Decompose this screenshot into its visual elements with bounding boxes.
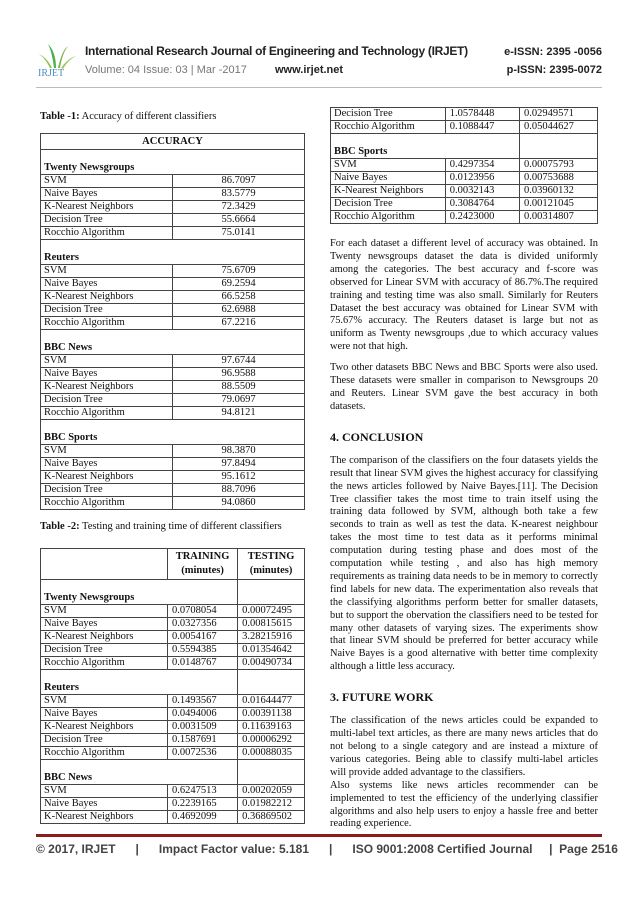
accuracy-value: 75.6709 (173, 265, 305, 278)
group-title: Twenty Newsgroups (41, 150, 305, 175)
table-row (41, 175, 305, 188)
accuracy-value: 75.0141 (173, 227, 305, 240)
blank-cell (520, 134, 598, 159)
table-row (41, 484, 305, 497)
table-row (41, 734, 305, 747)
classifier-name: SVM (331, 159, 446, 172)
accuracy-value: 97.6744 (173, 355, 305, 368)
classifier-name: Decision Tree (331, 108, 446, 121)
classifier-name: Naive Bayes (41, 618, 168, 631)
table-row (331, 108, 598, 121)
table-row (331, 185, 598, 198)
future-work-paragraph: The classification of the news articles could be expanded to multi-label text articles, as there are many news articles that do not belong to a single category and are instead a mixture of various categories. Being able to classify multi-label articles will provide added advantage to the classifiers. (330, 715, 598, 778)
training-time: 0.2423000 (445, 211, 519, 224)
classifier-name: Naive Bayes (41, 798, 168, 811)
conclusion-paragraph: The comparison of the classifiers on the four datasets yields the result that linear SVM gives the highest accuracy for classifying the news articles followed by Naive Bayes.[11]. The Decision Tree classifier takes the most time to train itself using the training data followed by SVM, although both take a few seconds to train as well as test the data. K-nearest neighbour takes the most time to test data as it performs minimal computation during testing phase and does most of the computation while testing , and also has high memory requirements as training data needs to be in memory to correctly find labels for new data. The experimentation also reveals that the classifying algorithms perform better for smaller datasets, but to support the obervation the classifiers need to be tested for many other datasets of varying sizes. The experiments show that linear SVM should be preferred for better accuracy while Naive Bayes is a good alternative with better time complexity although a little less accuracy. (330, 454, 598, 673)
header-divider (36, 87, 602, 88)
testing-time: 0.00072495 (238, 605, 305, 618)
table-row (41, 304, 305, 317)
blank-cell (238, 760, 305, 785)
classifier-name: SVM (41, 355, 173, 368)
table-row (41, 708, 305, 721)
accuracy-value: 96.9588 (173, 368, 305, 381)
classifier-name: SVM (41, 695, 168, 708)
classifier-name: K-Nearest Neighbors (41, 381, 173, 394)
classifier-name: SVM (41, 785, 168, 798)
accuracy-value: 79.0697 (173, 394, 305, 407)
classifier-name: Rocchio Algorithm (41, 657, 168, 670)
header-row-2 (85, 64, 602, 76)
accuracy-value: 88.7096 (173, 484, 305, 497)
table-row (331, 172, 598, 185)
testing-time: 0.00753688 (520, 172, 598, 185)
testing-time: 0.00391138 (238, 708, 305, 721)
training-time: 0.5594385 (168, 644, 238, 657)
table-row (331, 198, 598, 211)
table-row (41, 381, 305, 394)
testing-time: 0.11639163 (238, 721, 305, 734)
classifier-name: Decision Tree (41, 484, 173, 497)
group-row (41, 240, 305, 265)
table-row (41, 201, 305, 214)
testing-time: 0.00490734 (238, 657, 305, 670)
group-title: Twenty Newsgroups (41, 580, 238, 605)
group-row (41, 420, 305, 445)
testing-time: 0.01354642 (238, 644, 305, 657)
classifier-name: Naive Bayes (41, 708, 168, 721)
training-time: 0.0494006 (168, 708, 238, 721)
timing-table (40, 548, 305, 824)
testing-time: 0.02949571 (520, 108, 598, 121)
table-row (41, 227, 305, 240)
group-title: BBC News (41, 760, 238, 785)
table-row (331, 211, 598, 224)
training-time: 0.1493567 (168, 695, 238, 708)
classifier-name: SVM (41, 265, 173, 278)
accuracy-value: 72.3429 (173, 201, 305, 214)
table-row (41, 644, 305, 657)
table-row (41, 355, 305, 368)
group-row (41, 760, 305, 785)
group-row (41, 580, 305, 605)
classifier-name: K-Nearest Neighbors (41, 721, 168, 734)
classifier-name: Rocchio Algorithm (331, 121, 446, 134)
training-time: 0.0032143 (445, 185, 519, 198)
testing-time: 0.03960132 (520, 185, 598, 198)
classifier-name: SVM (41, 175, 173, 188)
table-row (41, 798, 305, 811)
accuracy-value: 67.2216 (173, 317, 305, 330)
website-link[interactable]: www.irjet.net (275, 64, 344, 76)
table-row (41, 497, 305, 510)
testing-time: 0.00314807 (520, 211, 598, 224)
testing-time: 0.00006292 (238, 734, 305, 747)
training-time: 0.1587691 (168, 734, 238, 747)
footer: © 2017, IRJET | Impact Factor value: 5.181 | ISO 9001:2008 Certified Journal | Page 2516 (36, 842, 618, 856)
training-time: 0.6247513 (168, 785, 238, 798)
classifier-name: Decision Tree (331, 198, 446, 211)
table-row (41, 407, 305, 420)
group-row (331, 134, 598, 159)
accuracy-value: 62.6988 (173, 304, 305, 317)
testing-time: 0.00815615 (238, 618, 305, 631)
testing-time: 0.00202059 (238, 785, 305, 798)
table2-caption: Table -2: Testing and training time of different classifiers (40, 521, 282, 532)
classifier-name: SVM (41, 605, 168, 618)
timing-table-continued (330, 107, 598, 224)
accuracy-value: 88.5509 (173, 381, 305, 394)
testing-header: TESTING (minutes) (238, 549, 305, 580)
training-time: 0.0708054 (168, 605, 238, 618)
table1-caption: Table -1: Accuracy of different classifiers (40, 111, 217, 122)
classifier-name: K-Nearest Neighbors (41, 471, 173, 484)
classifier-name: K-Nearest Neighbors (41, 811, 168, 824)
classifier-name: Rocchio Algorithm (41, 227, 173, 240)
table-row (41, 278, 305, 291)
eissn: e-ISSN: 2395 -0056 (504, 46, 602, 58)
table-header-row (41, 549, 305, 580)
table-row (41, 695, 305, 708)
training-time: 0.4692099 (168, 811, 238, 824)
classifier-name: Naive Bayes (41, 188, 173, 201)
group-row (41, 670, 305, 695)
table-header-row (41, 134, 305, 150)
group-row (41, 150, 305, 175)
classifier-name: K-Nearest Neighbors (41, 631, 168, 644)
classifier-name: K-Nearest Neighbors (41, 201, 173, 214)
pissn: p-ISSN: 2395-0072 (506, 64, 602, 76)
group-title: Reuters (41, 240, 305, 265)
results-paragraph: For each dataset a different level of accuracy was obtained. In Twenty newsgroups dataset the data is divided uniformly among the categories. The best accuracy and f-score was observed for Linear SVM with accuracy of 86.7%.The required training and testing time was also small. Similarly for Reuters Dataset the best accuracy was obtained for Linear SVM with 75.67% accuracy. The Reuters dataset is large but not as uniform as Twenty newsgroups ,due to which accuracy values were not that high. (330, 238, 598, 353)
classifier-name: K-Nearest Neighbors (41, 291, 173, 304)
group-title: BBC Sports (41, 420, 305, 445)
group-title: Reuters (41, 670, 238, 695)
group-title: BBC Sports (331, 134, 520, 159)
table-row (331, 159, 598, 172)
classifier-name: Rocchio Algorithm (41, 317, 173, 330)
classifier-name: Decision Tree (41, 644, 168, 657)
training-time: 0.0123956 (445, 172, 519, 185)
classifier-name: Rocchio Algorithm (41, 497, 173, 510)
future-work-paragraph-2: Also systems like news articles recommender can be implemented to test the efficiency of the underlying classifier algorithms and also help users to enjoy a hassle free and better reading experience. (330, 779, 598, 830)
logo-text: IRJET (38, 68, 65, 79)
testing-time: 0.05044627 (520, 121, 598, 134)
training-time: 1.0578448 (445, 108, 519, 121)
training-header: TRAINING (minutes) (168, 549, 238, 580)
header-row-1 (85, 44, 602, 58)
table-row (41, 631, 305, 644)
training-time: 0.4297354 (445, 159, 519, 172)
testing-time: 0.00075793 (520, 159, 598, 172)
datasets-paragraph: Two other datasets BBC News and BBC Sports were also used. These datasets were smaller in comparison to Newsgroups 20 and Reuters. Linear SVM gave the best accuracy in both datasets. (330, 362, 598, 412)
right-column-text (330, 238, 598, 839)
accuracy-value: 66.5258 (173, 291, 305, 304)
training-time: 0.1088447 (445, 121, 519, 134)
table-row (41, 265, 305, 278)
accuracy-value: 98.3870 (173, 445, 305, 458)
classifier-name: Naive Bayes (41, 368, 173, 381)
table-row (41, 458, 305, 471)
accuracy-value: 83.5779 (173, 188, 305, 201)
classifier-name: SVM (41, 445, 173, 458)
blank-cell (238, 670, 305, 695)
accuracy-value: 97.8494 (173, 458, 305, 471)
volume-info: Volume: 04 Issue: 03 | Mar -2017 (85, 64, 247, 76)
testing-time: 0.01982212 (238, 798, 305, 811)
conclusion-heading: 4. CONCLUSION (330, 429, 424, 444)
testing-time: 0.00121045 (520, 198, 598, 211)
accuracy-value: 86.7097 (173, 175, 305, 188)
header-blank (41, 549, 168, 580)
testing-time: 3.28215916 (238, 631, 305, 644)
training-time: 0.0031509 (168, 721, 238, 734)
group-row (41, 330, 305, 355)
training-time: 0.0327356 (168, 618, 238, 631)
table-row (41, 747, 305, 760)
accuracy-value: 94.0860 (173, 497, 305, 510)
training-time: 0.0072536 (168, 747, 238, 760)
accuracy-value: 94.8121 (173, 407, 305, 420)
table-row (41, 471, 305, 484)
table-row (41, 368, 305, 381)
table-row (41, 291, 305, 304)
training-time: 0.0148767 (168, 657, 238, 670)
blank-cell (238, 580, 305, 605)
accuracy-table (40, 133, 305, 510)
journal-title: International Research Journal of Engineering and Technology (IRJET) (85, 44, 468, 58)
table-row (41, 618, 305, 631)
classifier-name: Decision Tree (41, 734, 168, 747)
classifier-name: Naive Bayes (41, 278, 173, 291)
table-row (41, 657, 305, 670)
classifier-name: Naive Bayes (41, 458, 173, 471)
classifier-name: Naive Bayes (331, 172, 446, 185)
table-row (41, 188, 305, 201)
table-row (41, 445, 305, 458)
accuracy-value: 95.1612 (173, 471, 305, 484)
table-row (331, 121, 598, 134)
classifier-name: Rocchio Algorithm (41, 407, 173, 420)
training-time: 0.3084764 (445, 198, 519, 211)
table-row (41, 214, 305, 227)
footer-divider (36, 834, 602, 837)
classifier-name: Decision Tree (41, 214, 173, 227)
accuracy-value: 69.2594 (173, 278, 305, 291)
classifier-name: Decision Tree (41, 304, 173, 317)
classifier-name: Rocchio Algorithm (331, 211, 446, 224)
classifier-name: Decision Tree (41, 394, 173, 407)
table-row (41, 394, 305, 407)
table-row (41, 721, 305, 734)
training-time: 0.2239165 (168, 798, 238, 811)
group-title: BBC News (41, 330, 305, 355)
testing-time: 0.36869502 (238, 811, 305, 824)
table-row (41, 785, 305, 798)
accuracy-value: 55.6664 (173, 214, 305, 227)
training-time: 0.0054167 (168, 631, 238, 644)
classifier-name: Rocchio Algorithm (41, 747, 168, 760)
future-work-heading: 3. FUTURE WORK (330, 690, 434, 705)
table-row (41, 811, 305, 824)
accuracy-header: ACCURACY (41, 134, 305, 150)
table-row (41, 605, 305, 618)
testing-time: 0.00088035 (238, 747, 305, 760)
classifier-name: K-Nearest Neighbors (331, 185, 446, 198)
testing-time: 0.01644477 (238, 695, 305, 708)
table-row (41, 317, 305, 330)
